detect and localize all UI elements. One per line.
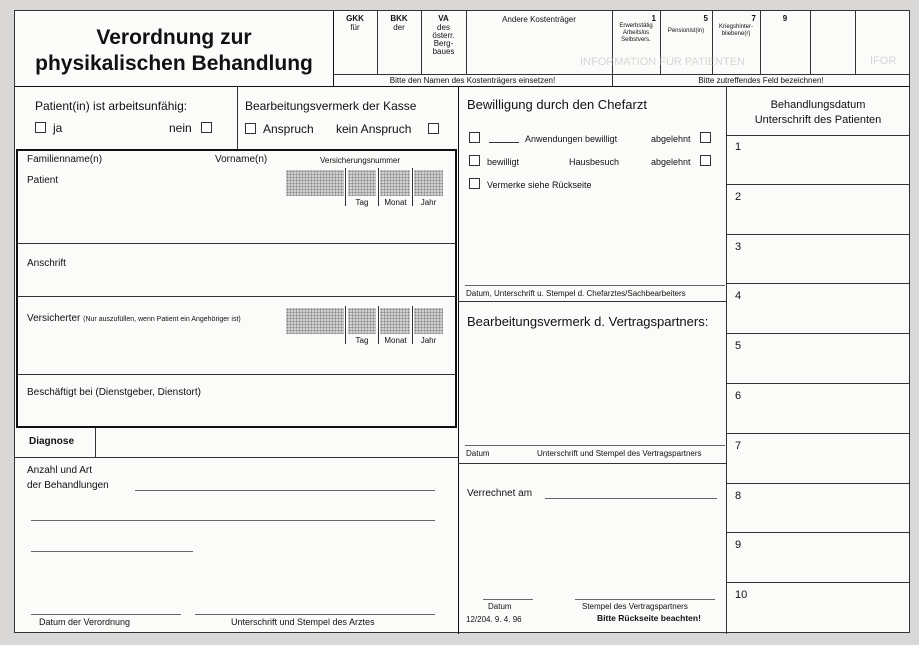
treatments-line-1[interactable] xyxy=(135,490,435,491)
rejected-checkbox-2[interactable] xyxy=(700,155,711,166)
treatment-date-row-number: 10 xyxy=(735,589,748,602)
treatments-label-l1: Anzahl und Art xyxy=(27,465,93,476)
cat1-num: 1 xyxy=(651,14,656,23)
applications-approved-label: Anwendungen bewilligt xyxy=(525,134,618,144)
insurance-no-label: Versicherungsnummer xyxy=(320,156,401,165)
treatment-date-row[interactable] xyxy=(726,334,910,384)
approved-label: bewilligt xyxy=(487,157,520,167)
incapacity-no-checkbox[interactable] xyxy=(201,122,212,133)
approved-checkbox[interactable] xyxy=(469,155,480,166)
cat1-l3: Selbstvers. xyxy=(621,37,651,43)
insured-birth-day-field[interactable] xyxy=(348,308,376,334)
treatment-date-row-number: 2 xyxy=(735,190,742,203)
patient-label: Patient xyxy=(27,175,59,186)
see-back-note: Bitte Rückseite beachten! xyxy=(597,613,701,623)
gkk-code: GKK xyxy=(346,14,364,23)
patient-insurance-no-field[interactable] xyxy=(286,170,344,196)
treatment-date-row[interactable] xyxy=(726,583,910,633)
prescription-form: Verordnung zur physikalischen Behandlung GKK für BKK der VA des österr. Berg- baues Andere Kostenträger 1 Erwerbstätig Arbeitslos Selbstvers. 5 Pensionist(in) 7 Kriegshinter- bliebene(r) 9 Bitte den Namen des Kostenträgers einsetzen! Bitte zutreffendes Feld bezeichnen! IFOR INFORMATION FÜR PATIENTEN Patient(in) ist arbeitsunfähig: ja nein Bearbeitungsvermerk der Kasse Anspruch kein Anspruch Familienname(n) Vorname(n) Versicherungsnummer Patient Tag Monat Jahr Anschrift Versicherter (Nur auszufüllen, wenn Patient ein Angehöriger ist) Tag Monat Jahr Beschäftigt bei (Dienstgeber, Dienstort) Diagnose Anzahl und Art der Behandlungen Datum der Verordnung Unterschrift und Stempel des Arztes Bewilligung durch den Chefarzt Anwendungen bewilligt abgelehnt bewilligt Hausbesuch abgelehnt Vermerke siehe Rückseite Datum, Unterschrift u. Stempel d. Chefarztes/Sachbearbeiters Bearbeitungsvermerk d. Vertragspartners: Datum Unterschrift und Stempel des Vertragspartners Verrechnet am Datum Stempel des Vertragspartners 12/204. 9. 4. 96 Bitte Rückseite beachten! Behandlungsdatum Unterschrift des Patienten 1 2 3 4 5 6 7 8 9 10 xyxy=(14,10,910,633)
treatments-line-3[interactable] xyxy=(31,551,193,552)
applications-count-line[interactable] xyxy=(489,142,519,143)
treatment-date-row-number: 6 xyxy=(735,390,742,402)
diagnosis-label: Diagnose xyxy=(29,436,75,447)
treatment-date-row-number: 9 xyxy=(735,539,742,552)
treatment-date-row-number: 5 xyxy=(735,340,742,353)
treatment-date-row-number: 8 xyxy=(735,489,742,502)
claim-label: Anspruch xyxy=(263,122,314,136)
cat7-num: 7 xyxy=(751,14,756,23)
patient-birth-month-field[interactable] xyxy=(380,170,410,196)
house-call-label: Hausbesuch xyxy=(569,157,620,167)
rejected-checkbox-1[interactable] xyxy=(700,132,711,143)
insured-birth-month-field[interactable] xyxy=(380,308,410,334)
approval-title: Bewilligung durch den Chefarzt xyxy=(467,97,647,112)
claim-checkbox[interactable] xyxy=(245,123,256,134)
va-sub2: österr. xyxy=(432,31,455,40)
treatment-date-row[interactable] xyxy=(726,284,910,334)
treatment-date-row[interactable] xyxy=(726,484,910,534)
va-code: VA xyxy=(438,14,449,23)
patient-birth-year-field[interactable] xyxy=(414,170,443,196)
patient-birth-day-field[interactable] xyxy=(348,170,376,196)
employer-label: Beschäftigt bei (Dienstgeber, Dienstort) xyxy=(27,387,201,398)
doctor-signature-label: Unterschrift und Stempel des Arztes xyxy=(231,617,375,627)
patient-day-label: Tag xyxy=(355,198,369,207)
form-code: 12/204. 9. 4. 96 xyxy=(466,615,522,624)
insured-note: (Nur auszufüllen, wenn Patient ein Angehöriger ist) xyxy=(83,316,241,323)
prescription-date-label: Datum der Verordnung xyxy=(39,617,131,627)
patient-month-label: Monat xyxy=(384,198,407,207)
treatment-date-row[interactable] xyxy=(726,533,910,583)
rejected-label-1: abgelehnt xyxy=(651,134,691,144)
family-name-label: Familienname(n) xyxy=(27,154,103,165)
chief-physician-stamp-label: Datum, Unterschrift u. Stempel d. Chefarztes/Sachbearbeiters xyxy=(466,289,686,298)
treatment-date-row-number: 1 xyxy=(735,141,742,153)
billed-label: Verrechnet am xyxy=(467,488,533,499)
cat5-num: 5 xyxy=(703,14,708,23)
gkk-sub: für xyxy=(350,23,360,32)
treatment-date-row[interactable] xyxy=(726,434,910,484)
incapacity-yes-label: ja xyxy=(53,121,63,135)
payer-field-hint: Bitte zutreffendes Feld bezeichnen! xyxy=(698,76,824,85)
cat1-l1: Erwerbstätig xyxy=(619,23,653,29)
cat1-l2: Arbeitslos xyxy=(622,30,650,36)
rejected-label-2: abgelehnt xyxy=(651,157,691,167)
see-back-label: Vermerke siehe Rückseite xyxy=(487,180,592,190)
insured-year-label: Jahr xyxy=(420,336,437,345)
kasse-label: Bearbeitungsvermerk der Kasse xyxy=(245,99,417,113)
partner-date-label: Datum xyxy=(466,449,490,458)
treatments-label-l2: der Behandlungen xyxy=(27,480,109,491)
cat9-num: 9 xyxy=(782,14,788,23)
incapacity-label: Patient(in) ist arbeitsunfähig: xyxy=(35,99,188,113)
cat7-l2: bliebene(r) xyxy=(721,31,751,37)
first-name-label: Vorname(n) xyxy=(215,154,268,165)
treatment-date-row[interactable] xyxy=(726,384,910,434)
applications-approved-checkbox[interactable] xyxy=(469,132,480,143)
form-title-line1: Verordnung zur xyxy=(96,26,252,49)
no-claim-label: kein Anspruch xyxy=(336,122,412,136)
va-sub3: Berg- xyxy=(433,39,454,48)
treatments-line-2[interactable] xyxy=(31,520,435,521)
va-sub4: baues xyxy=(432,47,455,56)
cat7-l1: Kriegshinter- xyxy=(718,24,753,30)
insured-birth-year-field[interactable] xyxy=(414,308,443,334)
payer-name-hint: Bitte den Namen des Kostenträgers einsetzen! xyxy=(389,76,556,85)
partner-stamp-label: Unterschrift und Stempel des Vertragspartners xyxy=(537,449,702,458)
treatment-dates-header-l2: Unterschrift des Patienten xyxy=(754,114,882,126)
footer-date-label: Datum xyxy=(488,602,512,611)
incapacity-no-label: nein xyxy=(169,121,192,135)
bkk-sub: der xyxy=(393,23,405,32)
cat5-l1: Pensionist(in) xyxy=(667,28,705,34)
patient-year-label: Jahr xyxy=(420,198,437,207)
see-back-checkbox[interactable] xyxy=(469,178,480,189)
incapacity-yes-checkbox[interactable] xyxy=(35,122,46,133)
billed-date-line[interactable] xyxy=(545,498,717,499)
treatment-dates-header-l1: Behandlungsdatum xyxy=(770,99,866,111)
insured-day-label: Tag xyxy=(355,336,369,345)
treatment-date-row-number: 4 xyxy=(735,290,742,303)
treatment-date-row[interactable] xyxy=(726,235,910,285)
bkk-code: BKK xyxy=(390,14,408,23)
address-label: Anschrift xyxy=(27,258,66,269)
no-claim-checkbox[interactable] xyxy=(428,123,439,134)
insured-month-label: Monat xyxy=(384,336,407,345)
treatment-date-row[interactable] xyxy=(726,185,910,235)
insured-insurance-no-field[interactable] xyxy=(286,308,344,334)
insured-label: Versicherter (Nur auszufüllen, wenn Patient ein Angehöriger ist) xyxy=(27,313,241,324)
treatment-date-row-number: 3 xyxy=(735,240,742,253)
form-title-line2: physikalischen Behandlung xyxy=(35,52,313,75)
partner-title: Bearbeitungsvermerk d. Vertragspartners: xyxy=(467,314,709,329)
treatment-date-row-number: 7 xyxy=(735,439,742,452)
treatment-date-row[interactable] xyxy=(726,135,910,185)
va-sub1: des xyxy=(437,23,450,32)
other-payers: Andere Kostenträger xyxy=(502,15,576,24)
footer-stamp-label: Stempel des Vertragspartners xyxy=(582,602,688,611)
